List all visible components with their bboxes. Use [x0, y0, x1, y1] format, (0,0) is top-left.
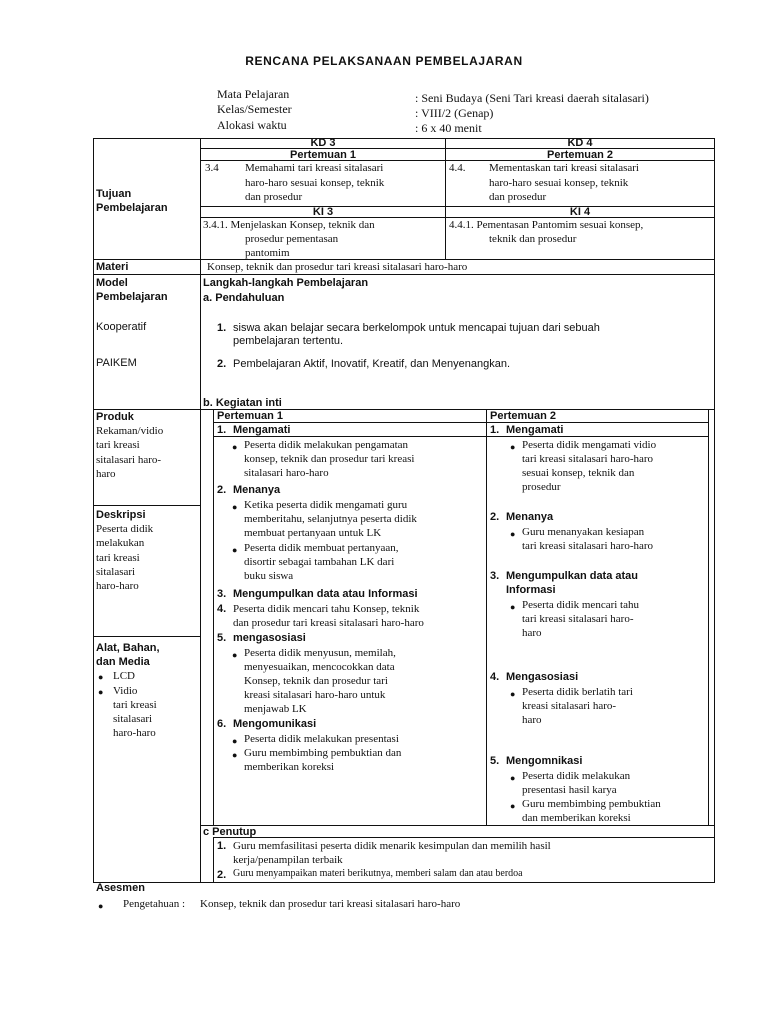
bullet-icon: ● — [98, 901, 104, 911]
p2-s5-line: Guru membimbing pembuktian — [522, 798, 661, 810]
produk-label: Produk — [96, 411, 134, 423]
p2-header: Pertemuan 2 — [490, 410, 557, 422]
model-kooperatif: Kooperatif — [96, 321, 147, 333]
p1-s2-line: Peserta didik membuat pertanyaan, — [244, 542, 399, 554]
bullet-icon: ● — [98, 687, 104, 697]
p1-s1-num: 1. — [217, 424, 227, 436]
bullet-icon: ● — [232, 442, 238, 452]
p2-s1-line: Peserta didik mengamati vidio — [522, 439, 657, 451]
p2-s4-num: 4. — [490, 671, 500, 683]
p2-s3-heading-2: Informasi — [506, 584, 556, 596]
tujuan-label: Tujuan — [96, 188, 132, 200]
bullet-icon: ● — [510, 602, 516, 612]
info-value-alokasi: : 6 x 40 menit — [415, 121, 482, 135]
alat-item: Vidio — [113, 685, 138, 697]
kd3-number: 3.4 — [205, 162, 219, 174]
p1-s6-line: Peserta didik melakukan presentasi — [244, 733, 399, 745]
p2-s1-line: prosedur — [522, 481, 561, 493]
p2-s2-num: 2. — [490, 511, 500, 523]
produk-line: Rekaman/vidio — [96, 425, 164, 437]
ki3-line: pantomim — [245, 247, 290, 259]
penutup-item-line: Guru menyampaikan materi berikutnya, memberi salam dan atau berdoa — [233, 868, 523, 879]
penutup-item-num: 2. — [217, 869, 227, 881]
p1-s4-num: 4. — [217, 603, 227, 615]
bullet-icon: ● — [232, 750, 238, 760]
materi-text: Konsep, teknik dan prosedur tari kreasi sitalasari haro-haro — [207, 261, 468, 273]
p1-s3-num: 3. — [217, 588, 227, 600]
alat-sub: tari kreasi — [113, 699, 157, 711]
model-label: Model — [96, 277, 128, 289]
p1-s5-heading: mengasosiasi — [233, 632, 306, 644]
bullet-icon: ● — [232, 502, 238, 512]
info-label-mapel: Mata Pelajaran — [217, 87, 290, 101]
p1-s4-line: dan prosedur tari kreasi sitalasari haro-haro — [233, 617, 424, 629]
bullet-icon: ● — [510, 689, 516, 699]
p1-s3-heading: Mengumpulkan data atau Informasi — [233, 588, 418, 600]
kd3-header: KD 3 — [310, 137, 336, 149]
alat-sub: sitalasari — [113, 713, 153, 725]
penutup-item-line: kerja/penampilan terbaik — [233, 854, 343, 866]
info-label-alokasi: Alokasi waktu — [217, 118, 287, 132]
p2-s2-line: tari kreasi sitalasari haro-haro — [522, 540, 654, 552]
p1-s5-line: menjawab LK — [244, 703, 307, 715]
alat-label: Alat, Bahan, — [96, 642, 160, 654]
p1-s6-num: 6. — [217, 718, 227, 730]
kegiatan-inti-heading: b. Kegiatan inti — [203, 397, 282, 409]
p2-s4-line: kreasi sitalasari haro- — [522, 700, 617, 712]
bullet-icon: ● — [232, 736, 238, 746]
deskripsi-line: melakukan — [96, 537, 145, 549]
bullet-icon: ● — [232, 545, 238, 555]
bullet-icon: ● — [232, 650, 238, 660]
alat-label-2: dan Media — [96, 656, 150, 668]
ki4-line: 4.4.1. Pementasan Pantomim sesuai konsep, — [449, 219, 644, 231]
p1-s2-line: buku siswa — [244, 570, 294, 582]
p1-s6-line: memberikan koreksi — [244, 761, 335, 773]
pendahuluan-item-line: pembelajaran tertentu. — [233, 335, 344, 347]
pertemuan2-header: Pertemuan 2 — [546, 149, 614, 161]
kd3-line: Memahami tari kreasi sitalasari — [245, 162, 384, 174]
p2-s5-line: dan memberikan koreksi — [522, 812, 631, 824]
bullet-icon: ● — [98, 672, 104, 682]
deskripsi-line: sitalasari — [96, 566, 136, 578]
p1-s2-line: disortir sebagai tambahan LK dari — [244, 556, 395, 568]
info-value-mapel: : Seni Budaya (Seni Tari kreasi daerah sitalasari) — [415, 91, 649, 105]
ki4-line: teknik dan prosedur — [489, 233, 577, 245]
info-value-kelas: : VIII/2 (Genap) — [415, 106, 494, 120]
p2-s4-line: haro — [522, 714, 542, 726]
ki3-line: 3.4.1. Menjelaskan Konsep, teknik dan — [203, 219, 375, 231]
p1-s2-line: membuat pertanyaan untuk LK — [244, 527, 382, 539]
asesmen-item-label: Pengetahuan : — [123, 898, 186, 910]
info-label-kelas: Kelas/Semester — [217, 102, 292, 116]
p1-s2-heading: Menanya — [233, 484, 281, 496]
p1-s6-line: Guru membimbing pembuktian dan — [244, 747, 402, 759]
penutup-item-num: 1. — [217, 840, 227, 852]
page-title: RENCANA PELAKSANAAN PEMBELAJARAN — [245, 54, 523, 68]
p2-s3-line: Peserta didik mencari tahu — [522, 599, 639, 611]
kd3-line: dan prosedur — [245, 191, 303, 203]
p1-s5-line: Peserta didik menyusun, memilah, — [244, 647, 396, 659]
p1-s5-line: menyesuaikan, mencocokkan data — [244, 661, 395, 673]
p2-s3-num: 3. — [490, 570, 500, 582]
p2-s3-line: tari kreasi sitalasari haro- — [522, 613, 634, 625]
pendahuluan-heading: a. Pendahuluan — [203, 292, 285, 304]
p2-s1-line: sesuai konsep, teknik dan — [522, 467, 635, 479]
pendahuluan-item-num: 2. — [217, 358, 227, 370]
p1-s1-line: sitalasari haro-haro — [244, 467, 329, 479]
kd3-line: haro-haro sesuai konsep, teknik — [245, 177, 385, 189]
ki4-header: KI 4 — [569, 206, 591, 218]
p1-s2-num: 2. — [217, 484, 227, 496]
alat-item: LCD — [113, 670, 135, 682]
p2-s1-num: 1. — [490, 424, 500, 436]
p2-s5-num: 5. — [490, 755, 500, 767]
deskripsi-line: haro-haro — [96, 580, 139, 592]
p2-s4-heading: Mengasosiasi — [506, 671, 579, 683]
bullet-icon: ● — [510, 773, 516, 783]
p1-s1-line: Peserta didik melakukan pengamatan — [244, 439, 409, 451]
p1-s4-line: Peserta didik mencari tahu Konsep, teknik — [233, 603, 420, 615]
pendahuluan-item-num: 1. — [217, 322, 227, 334]
p2-s1-line: tari kreasi sitalasari haro-haro — [522, 453, 654, 465]
p2-s1-heading: Mengamati — [506, 424, 564, 436]
kd4-line: haro-haro sesuai konsep, teknik — [489, 177, 629, 189]
langkah-heading: Langkah-langkah Pembelajaran — [203, 277, 369, 289]
p2-s3-line: haro — [522, 627, 542, 639]
asesmen-item-text: Konsep, teknik dan prosedur tari kreasi sitalasari haro-haro — [200, 898, 461, 910]
pendahuluan-item-line: Pembelajaran Aktif, Inovatif, Kreatif, dan Menyenangkan. — [233, 358, 510, 370]
p2-s5-line: presentasi hasil karya — [522, 784, 617, 796]
materi-label: Materi — [96, 261, 129, 273]
model-label-2: Pembelajaran — [96, 291, 168, 303]
pendahuluan-item-line: siswa akan belajar secara berkelompok untuk mencapai tujuan dari sebuah — [233, 322, 600, 334]
tujuan-label-2: Pembelajaran — [96, 202, 168, 214]
p2-s2-heading: Menanya — [506, 511, 554, 523]
bullet-icon: ● — [510, 801, 516, 811]
p1-s2-line: Ketika peserta didik mengamati guru — [244, 499, 408, 511]
model-paikem: PAIKEM — [96, 357, 137, 369]
asesmen-heading: Asesmen — [96, 882, 145, 894]
bullet-icon: ● — [510, 529, 516, 539]
ki3-line: prosedur pementasan — [245, 233, 339, 245]
pertemuan1-header: Pertemuan 1 — [289, 149, 357, 161]
penutup-heading: c Penutup — [203, 826, 257, 838]
p2-s4-line: Peserta didik berlatih tari — [522, 686, 633, 698]
produk-line: tari kreasi — [96, 439, 140, 451]
produk-line: sitalasari haro- — [96, 454, 162, 466]
deskripsi-line: Peserta didik — [96, 523, 154, 535]
p1-header: Pertemuan 1 — [217, 410, 284, 422]
kd4-line: dan prosedur — [489, 191, 547, 203]
p2-s3-heading: Mengumpulkan data atau — [506, 570, 639, 582]
deskripsi-line: tari kreasi — [96, 552, 140, 564]
p1-s5-num: 5. — [217, 632, 227, 644]
ki3-header: KI 3 — [312, 206, 334, 218]
bullet-icon: ● — [510, 442, 516, 452]
deskripsi-label: Deskripsi — [96, 509, 146, 521]
produk-line: haro — [96, 468, 116, 480]
p1-s1-heading: Mengamati — [233, 424, 291, 436]
p2-s2-line: Guru menanyakan kesiapan — [522, 526, 645, 538]
p1-s5-line: Konsep, teknik dan prosedur tari — [244, 675, 388, 687]
p2-s5-line: Peserta didik melakukan — [522, 770, 631, 782]
p1-s6-heading: Mengomunikasi — [233, 718, 317, 730]
p1-s5-line: kreasi sitalasari haro-haro untuk — [244, 689, 386, 701]
p1-s2-line: memberitahu, selanjutnya peserta didik — [244, 513, 417, 525]
p2-s5-heading: Mengomnikasi — [506, 755, 583, 767]
alat-sub: haro-haro — [113, 727, 156, 739]
penutup-item-line: Guru memfasilitasi peserta didik menarik kesimpulan dan memilih hasil — [233, 840, 551, 852]
p1-s1-line: konsep, teknik dan prosedur tari kreasi — [244, 453, 415, 465]
kd4-header: KD 4 — [567, 137, 593, 149]
kd4-line: Mementaskan tari kreasi sitalasari — [489, 162, 639, 174]
kd4-number: 4.4. — [449, 162, 466, 174]
